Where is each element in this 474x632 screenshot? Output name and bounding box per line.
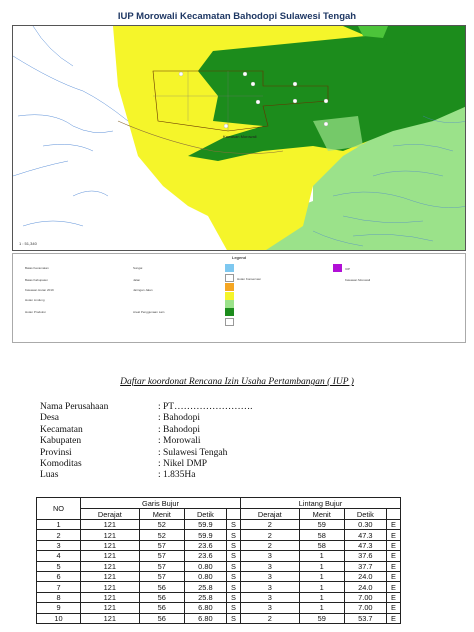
table-cell: E xyxy=(386,613,400,623)
table-cell: 9 xyxy=(37,603,81,613)
table-cell: 7.00 xyxy=(344,592,386,602)
table-cell: E xyxy=(386,520,400,530)
table-row xyxy=(37,551,401,561)
table-cell: 3 xyxy=(240,582,299,592)
info-row xyxy=(40,470,340,481)
info-label: Provinsi xyxy=(40,447,72,458)
legend-swatch-lightgreen xyxy=(225,300,234,308)
legend-item: Jaringan Jalan xyxy=(133,288,153,292)
company-info xyxy=(40,402,340,482)
sub-header: Derajat xyxy=(81,509,140,520)
sub-header: Detik xyxy=(184,509,226,520)
table-cell: 57 xyxy=(139,571,184,581)
table-cell: E xyxy=(386,540,400,550)
table-cell: 121 xyxy=(81,603,140,613)
table-row xyxy=(37,530,401,540)
legend-item: Batas Kabupaten xyxy=(25,278,49,282)
table-row xyxy=(37,520,401,530)
info-row xyxy=(40,425,340,436)
table-cell: 57 xyxy=(139,540,184,550)
table-cell: 1 xyxy=(299,603,344,613)
info-row xyxy=(40,402,340,413)
table-cell: 1 xyxy=(299,582,344,592)
map-canvas xyxy=(13,26,466,251)
table-cell: 121 xyxy=(81,551,140,561)
document-title: Daftar koordonat Rencana Izin Usaha Pertambangan ( IUP ) xyxy=(120,377,354,387)
table-cell: 121 xyxy=(81,520,140,530)
legend-item: Kawasan Morowali xyxy=(345,278,371,282)
map xyxy=(12,25,466,251)
table-cell: 6.80 xyxy=(184,613,226,623)
table-cell: S xyxy=(226,551,240,561)
legend-item: Hutan Konservasi xyxy=(237,277,261,281)
table-cell: 0.30 xyxy=(344,520,386,530)
coordinates-table xyxy=(36,497,401,624)
table-cell: 57 xyxy=(139,551,184,561)
table-cell: 121 xyxy=(81,592,140,602)
legend-swatch-orange xyxy=(225,283,234,291)
table-cell: 23.6 xyxy=(184,551,226,561)
table-row xyxy=(37,603,401,613)
info-row xyxy=(40,448,340,459)
map-legend xyxy=(12,253,466,343)
table-cell: 121 xyxy=(81,613,140,623)
table-cell: 1 xyxy=(299,592,344,602)
table-row xyxy=(37,540,401,550)
table-cell: 57 xyxy=(139,561,184,571)
table-cell: 6 xyxy=(37,571,81,581)
table-cell: 59.9 xyxy=(184,530,226,540)
info-row xyxy=(40,459,340,470)
table-cell: 1 xyxy=(37,520,81,530)
table-cell: 59 xyxy=(299,613,344,623)
info-label: Kecamatan xyxy=(40,424,83,435)
sub-header: Detik xyxy=(344,509,386,520)
table-cell: 58 xyxy=(299,540,344,550)
sub-header xyxy=(386,509,400,520)
table-cell: 25.8 xyxy=(184,582,226,592)
table-cell: E xyxy=(386,571,400,581)
map-title: IUP Morowali Kecamatan Bahodopi Sulawesi Tengah xyxy=(117,11,357,22)
sub-header: Menit xyxy=(299,509,344,520)
sub-header: Derajat xyxy=(240,509,299,520)
legend-item: Hutan Produksi xyxy=(25,310,46,314)
map-scale: 1 : 51,340 xyxy=(19,241,37,246)
legend-swatch-empty xyxy=(225,318,234,326)
table-cell: E xyxy=(386,561,400,571)
legend-item: Sungai xyxy=(133,266,143,270)
table-cell: S xyxy=(226,530,240,540)
table-cell: 121 xyxy=(81,540,140,550)
lintang-header: Lintang Bujur xyxy=(240,498,400,509)
table-cell: 7 xyxy=(37,582,81,592)
table-cell: 52 xyxy=(139,530,184,540)
table-cell: 53.7 xyxy=(344,613,386,623)
table-cell: 1 xyxy=(299,551,344,561)
table-cell: S xyxy=(226,603,240,613)
table-cell: 59.9 xyxy=(184,520,226,530)
info-label: Luas xyxy=(40,470,59,481)
legend-swatch-darkgreen xyxy=(225,308,234,316)
table-cell: 58 xyxy=(299,530,344,540)
table-cell: S xyxy=(226,582,240,592)
info-row xyxy=(40,413,340,424)
table-cell: 3 xyxy=(240,603,299,613)
table-cell: 5 xyxy=(37,561,81,571)
table-cell: 56 xyxy=(139,592,184,602)
table-cell: 56 xyxy=(139,613,184,623)
table-cell: E xyxy=(386,551,400,561)
info-value: : Morowali xyxy=(158,436,201,447)
table-cell: 47.3 xyxy=(344,540,386,550)
table-row xyxy=(37,571,401,581)
info-value: : Sulawesi Tengah xyxy=(158,447,228,458)
table-cell: 121 xyxy=(81,561,140,571)
info-row xyxy=(40,436,340,447)
info-label: Desa xyxy=(40,413,59,424)
table-cell: 52 xyxy=(139,520,184,530)
table-cell: S xyxy=(226,561,240,571)
info-label: Kabupaten xyxy=(40,436,82,447)
table-cell: 37.6 xyxy=(344,551,386,561)
coordinates-body xyxy=(37,520,401,624)
table-row xyxy=(37,613,401,623)
table-cell: 6.80 xyxy=(184,603,226,613)
table-cell: 121 xyxy=(81,582,140,592)
table-cell: 3 xyxy=(240,551,299,561)
table-cell: 3 xyxy=(240,571,299,581)
table-cell: 25.8 xyxy=(184,592,226,602)
table-cell: 3 xyxy=(240,561,299,571)
area-label: Kawasan Morowali xyxy=(223,134,257,139)
info-value: : Bahodopi xyxy=(158,424,200,435)
table-cell: 3 xyxy=(240,592,299,602)
table-cell: 0.80 xyxy=(184,571,226,581)
table-row xyxy=(37,592,401,602)
table-cell: 23.6 xyxy=(184,540,226,550)
legend-item: Areal Penggunaan Lain xyxy=(133,310,165,314)
table-cell: 2 xyxy=(37,530,81,540)
table-cell: E xyxy=(386,582,400,592)
table-cell: S xyxy=(226,571,240,581)
table-cell: 121 xyxy=(81,571,140,581)
table-cell: S xyxy=(226,592,240,602)
table-cell: 2 xyxy=(240,540,299,550)
table-cell: 2 xyxy=(240,613,299,623)
legend-item: Kawasan Hutan 2019 xyxy=(25,288,54,292)
table-row xyxy=(37,582,401,592)
legend-item: Hutan Lindung xyxy=(25,298,45,302)
sub-header xyxy=(226,509,240,520)
bujur-header: Garis Bujur xyxy=(81,498,241,509)
table-cell: 0.80 xyxy=(184,561,226,571)
legend-title: Legend xyxy=(231,255,247,260)
table-cell: 59 xyxy=(299,520,344,530)
info-label: Komoditas xyxy=(40,458,82,469)
table-cell: 24.0 xyxy=(344,571,386,581)
table-cell: 121 xyxy=(81,530,140,540)
sub-header: Menit xyxy=(139,509,184,520)
legend-swatch-yellow xyxy=(225,292,234,300)
table-cell: 3 xyxy=(37,540,81,550)
table-cell: 1 xyxy=(299,571,344,581)
info-value: : PT……………………. xyxy=(158,402,253,412)
table-cell: 7.00 xyxy=(344,603,386,613)
table-cell: S xyxy=(226,520,240,530)
table-cell: 4 xyxy=(37,551,81,561)
legend-swatch-white xyxy=(225,274,234,282)
info-value: : Bahodopi xyxy=(158,413,200,424)
legend-swatch-water xyxy=(225,264,234,272)
legend-item: Jalan xyxy=(133,278,141,282)
info-value: : Nikel DMP xyxy=(158,458,208,469)
table-cell: 24.0 xyxy=(344,582,386,592)
table-cell: 37.7 xyxy=(344,561,386,571)
table-cell: 8 xyxy=(37,592,81,602)
legend-swatch-purple xyxy=(333,264,342,272)
info-label: Nama Perusahaan xyxy=(40,402,109,412)
table-cell: E xyxy=(386,530,400,540)
table-cell: 2 xyxy=(240,520,299,530)
table-cell: 10 xyxy=(37,613,81,623)
legend-item: Batas Kecamatan xyxy=(25,266,49,270)
no-header: NO xyxy=(37,498,81,520)
table-row xyxy=(37,561,401,571)
table-cell: 56 xyxy=(139,582,184,592)
table-cell: E xyxy=(386,592,400,602)
table-cell: 56 xyxy=(139,603,184,613)
info-value: : 1.835Ha xyxy=(158,470,196,481)
table-cell: E xyxy=(386,603,400,613)
legend-item: IUP xyxy=(345,267,351,271)
table-cell: S xyxy=(226,540,240,550)
table-cell: 2 xyxy=(240,530,299,540)
table-cell: 47.3 xyxy=(344,530,386,540)
table-cell: 1 xyxy=(299,561,344,571)
table-cell: S xyxy=(226,613,240,623)
